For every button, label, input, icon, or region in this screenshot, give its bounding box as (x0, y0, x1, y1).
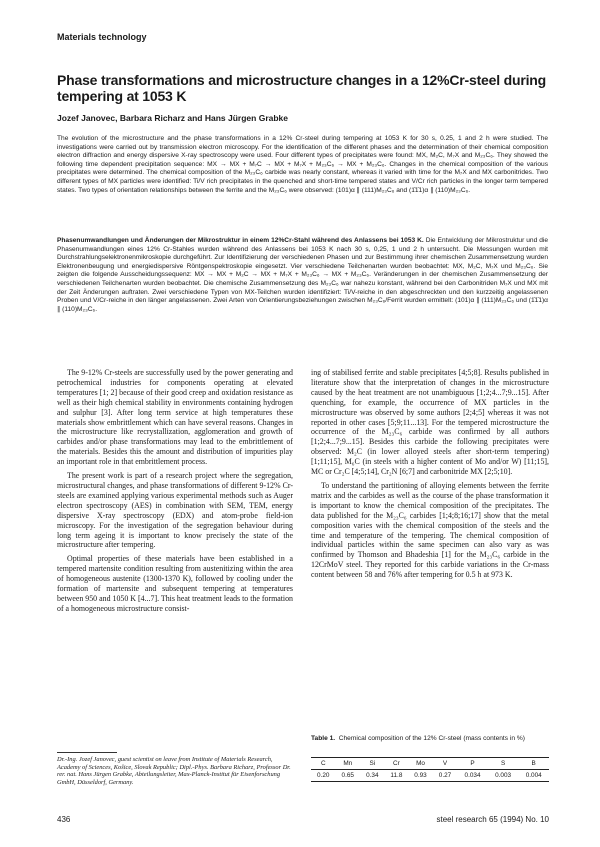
body-paragraph: The 9-12% Cr-steels are successfully used by the power generating and petrochemical industries for components operating at elevated temperatures [1; 2] because of their good creep and oxidation resistance as well as their high chemical stability in environments containing hydrogen and sulphur [3]. After long term service at high temperatures these materials show embrittlement which can have several reasons. Changes in the microstructure like recrystallization, agglomeration and growth of carbides and/or phase transformations may lead to the embrittlement of the materials. Besides this the amount and distribution of impurities play an important role in that embrittlement process. (57, 368, 293, 467)
body-paragraph: ing of stabilised ferrite and stable precipitates [4;5;8]. Results published in literature show that the interpretation of changes in the microstructure caused by the heat treatment are not unambiguous [1;2;4...7;9...15]. After quenching, for example, the occurrence of MX particles in the microstructure was observed by some authors [2;4;5] whereas it was not reported in other cases [5;9;11...13]. For the tempered microstructure the occurrence of the M₂₃C₆ carbide was confirmed by all authors [1;2;4...7;9...15]. Besides this carbide the following precipitates were observed: M₂C (in lower alloyed steels after short-term tempering) [1;11;15], M₆C (in steels with a higher content of Mo and/or W) [11;15], MC or Cr₂C [4;5;14], Cr₂N [6;7] and carbonitride MX [2;5;10]. (311, 368, 549, 477)
table-label: Table 1. (311, 735, 336, 742)
table-cell: 0.93 (414, 772, 427, 779)
section-label: Materials technology (57, 32, 147, 42)
author-footnote: Dr.-Ing. Jozef Janovec, guest scientist on leave from Institute of Materials Research, Academy of Sciences, Košice, Slovak Republic; Dipl.-Phys. Barbara Richarz, Professor Dr. rer. nat. Hans Jürgen Grabke, Abteilungsleiter, Max-Planck-Institut für Eisenforschung GmbH, Düsseldorf, Germany. (57, 756, 291, 786)
abstract-german-title: Phasenumwandlungen und Änderungen der Mikrostruktur in einem 12%Cr-Stahl während des Anlassens bei 1053 K. (57, 237, 424, 244)
composition-table (311, 757, 549, 782)
abstract-english (57, 135, 548, 195)
body-paragraph: The present work is part of a research project where the segregation, microstructural changes, and phase transformations of different 9-12% Cr-steels are examined applying various experimental methods such as Auger electron spectroscopy (AES) in combination with SEM, TEM, energy dispersive X-ray spectroscopy (EDX) and atom-probe field-ion microscopy. For the investigation of the segregation behaviour during long term ageing it is important to know precisely the state of the microstructure after tempering. (57, 471, 293, 550)
body-paragraph: To understand the partitioning of alloying elements between the ferrite matrix and the carbides as well as the course of the phase transformation it is important to know the chemical composition of the precipitates. The data published for the M₂₃C₆ carbides [1;4;8;16;17] show that the metal composition varies with the chemical composition of the steels and the time and temperature of the tempering. The chemical composition of individual particles within the same specimen can also vary as was confirmed by Thomson and Bhadeshia [1] for the M₂₃C₆ carbide in the 12CrMoV steel. They reported for this carbide variations in the Cr-mass content between 58 and 76% after tempering for 0.5 h at 973 K. (311, 480, 549, 580)
table-caption-text: Chemical composition of the 12% Cr-steel (mass contents in %) (338, 735, 525, 742)
abstract-german-paragraph (57, 237, 548, 314)
body-column-left (57, 368, 293, 614)
table-header-cell: Mn (343, 760, 353, 767)
table-header-cell: Cr (393, 760, 400, 767)
table-caption (311, 735, 549, 743)
table-header-cell: P (470, 760, 475, 767)
page-number: 436 (57, 815, 71, 824)
table-header-cell: B (531, 760, 536, 767)
table-header-cell: C (320, 760, 326, 767)
article-authors: Jozef Janovec, Barbara Richarz and Hans Jürgen Grabke (57, 113, 289, 123)
abstract-english-text: The evolution of the microstructure and the phase transformations in a 12% Cr-steel during tempering at 1053 K for 30 s, 0.25, 1 and 2 h were studied. The investigations were carried out by transmission electron microscopy. For the identification of the different phases and the determination of their chemical composition electron diffraction and energy dispersive X-ray spectroscopy were used. Four different types of precipitates were found: MX, M₂C, M₇X and M₂₃C₆. They showed the following time dependent precipitation sequence: MX → MX + M₇C → MX + M₇X + M₂₃C₆ → MX + M₂₃C₆. Changes in the chemical composition of the various precipitates were determined. The chemical composition of the M₂₃C₆ carbide was nearly constant, whereas it varied with time for the M₇X and MX carbonitrides. Two different types of MX particles were identified: Ti/V rich precipitates in the quenched and short-time tempered states and V/Cr rich particles in the longer term tempered states. Two types of orientation relationships between the ferrite and the M₂₃C₆ were observed: (101)α ∥ (111)M₂₃C₆ and (1̄1̄1)α ∥ (110)M₂₃C₆. (57, 135, 548, 194)
table-header-cell: Mo (416, 760, 425, 767)
table-row (311, 770, 549, 782)
article-title: Phase transformations and microstructure changes in a 12%Cr-steel during tempering at 1053 K (57, 72, 546, 104)
table-cell: 0.65 (341, 772, 354, 779)
table-cell: 0.034 (464, 772, 481, 779)
table-cell: 0.34 (366, 772, 379, 779)
footnote-divider (57, 752, 117, 753)
table-cell: 11.8 (390, 772, 403, 779)
table-cell: 0.27 (438, 772, 452, 779)
table-header-cell: V (442, 760, 448, 767)
abstract-german (57, 237, 548, 314)
table-cell: 0.20 (317, 772, 330, 779)
table-cell: 0.003 (495, 772, 512, 779)
journal-citation: steel research 65 (1994) No. 10 (436, 815, 549, 824)
table-header-cell: Si (369, 760, 376, 767)
table-header-row (311, 758, 549, 770)
body-column-right (311, 368, 549, 580)
abstract-german-text: Die Entwicklung der Mikrostruktur und die Phasenumwandlungen eines 12% Cr-Stahles wurden während des Anlassens bei 1053 K nach 30 s, 0,25, 1 und 2 h untersucht. Die Messungen wurden mit Durchstrahlungselektronenmikroskopie durchgeführt. Zur Identifizierung der verschiedenen Phasen und zur Bestimmung ihrer chemischen Zusammensetzung wurden Elektronenbeugung und energiedispersive Röntgenspektroskopie eingesetzt. Vier verschiedene Teilchenarten wurden beobachtet: MX, M₂C, M₇X und M₂₃C₆. Sie zeigten die folgende Ausscheidungssequenz: MX → MX + M₂C → MX + M₇X + M₂₃C₆ → MX + M₂₃C₆. Veränderungen in der chemischen Zusammensetzung der verschiedenen Teilchenarten wurden beobachtet. Die chemische Zusammensetzung des M₂₃C₆ war nahezu konstant, während bei den Carbonitriden M₇X und MX mit der Zeit Änderungen auftraten. Zwei verschiedene Typen von MX-Teilchen wurden identifiziert: Ti/V-reiche in den abgeschreckten und den kurzzeitig angelassenen Proben und V/Cr-reiche in den länger angelassenen. Zwei Arten von Orientierungsbeziehungen zwischen M₂₃C₆/Ferrit wurden ermittelt: (101)α ∥ (111)M₂₃C₆ und (1̄1̄1)α ∥ (110)M₂₃C₆. (57, 237, 548, 313)
table-header-cell: S (500, 760, 506, 767)
table-cell: 0.004 (525, 772, 542, 779)
body-paragraph: Optimal properties of these materials have been established in a tempered martensite condition resulting from austenitizing within the area of homogeneous austenite (1300-1370 K), followed by cooling under the formation of martensite and subsequent tempering at temperatures between 950 and 1050 K [4...7]. This heat treatment leads to the formation of a homogeneous microstructure consist- (57, 554, 293, 613)
